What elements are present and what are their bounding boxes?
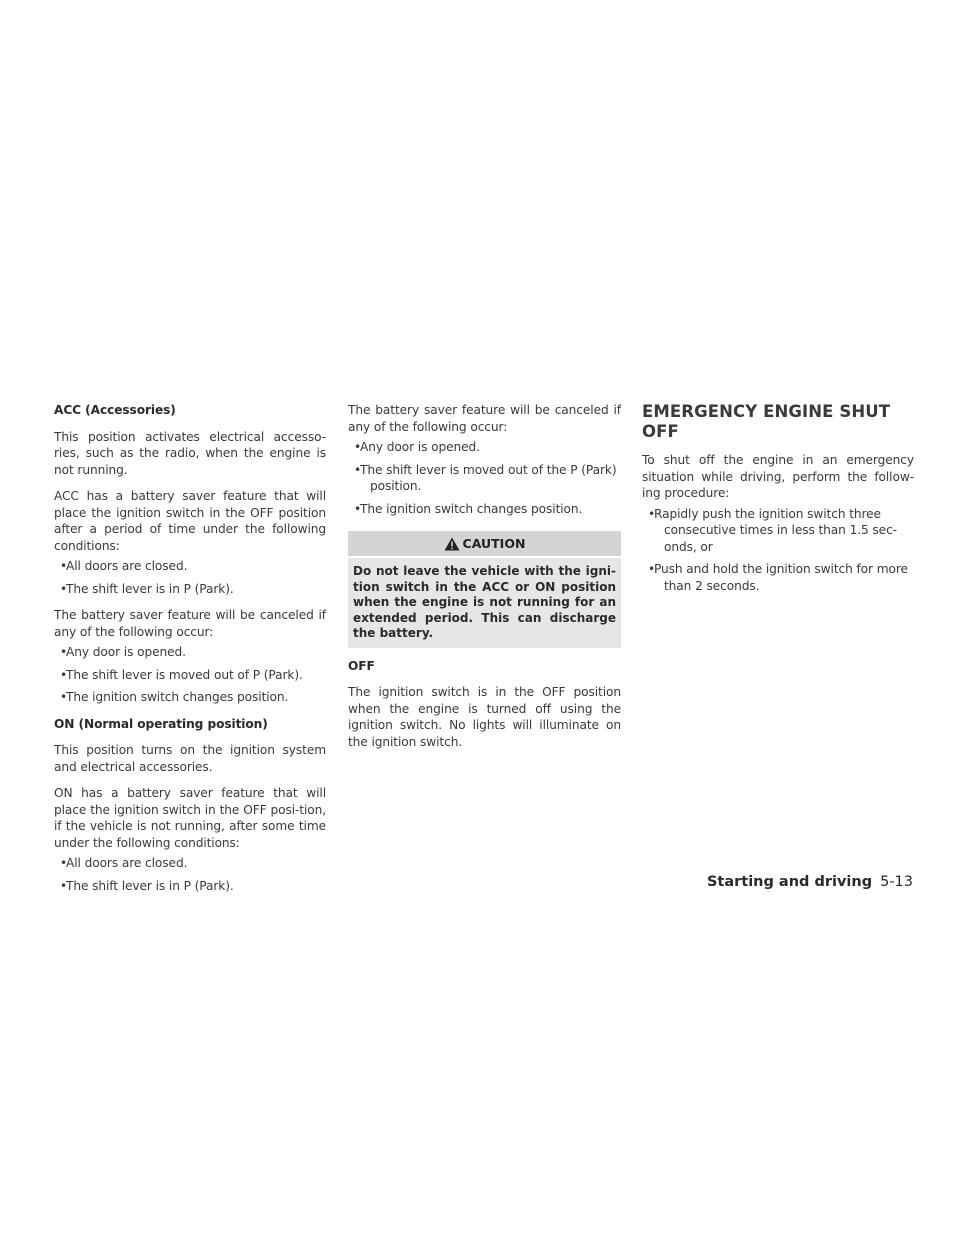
list-item: • All doors are closed.: [54, 855, 326, 872]
column-1: [54, 402, 326, 894]
emergency-steps-list: [642, 506, 914, 595]
caution-title: CAUTION: [462, 536, 526, 551]
emergency-paragraph: To shut off the engine in an emergency situation while driving, perform the follow-ing procedure:: [642, 453, 914, 500]
acc-paragraph-3: The battery saver feature will be canceled if any of the following occur:: [54, 608, 326, 639]
list-item: • Any door is opened.: [348, 439, 621, 456]
list-item: • The shift lever is moved out of the P (Park) position.: [348, 462, 621, 495]
acc-paragraph-2: ACC has a battery saver feature that will place the ignition switch in the OFF position after a period of time under the following conditions:: [54, 489, 326, 553]
footer-section-name: Starting and driving: [706, 874, 873, 890]
cancel-list: [348, 439, 621, 517]
off-heading: OFF: [348, 658, 375, 673]
list-item: • The shift lever is moved out of P (Park).: [54, 667, 326, 684]
list-item: • The shift lever is in P (Park).: [54, 878, 326, 895]
cancel-paragraph: The battery saver feature will be canceled if any of the following occur:: [348, 403, 621, 434]
column-3: [642, 402, 914, 594]
column-2: [348, 402, 621, 750]
list-item: • The ignition switch changes position.: [54, 689, 326, 706]
list-item: • The ignition switch changes position.: [348, 501, 621, 518]
acc-conditions-list: [54, 558, 326, 597]
on-paragraph-2: ON has a battery saver feature that will place the ignition switch in the OFF posi-tion, if the vehicle is not running, after some time under the following conditions:: [54, 786, 326, 850]
list-item: • All doors are closed.: [54, 558, 326, 575]
list-item: • Rapidly push the ignition switch three consecutive times in less than 1.5 sec-onds, or: [642, 506, 914, 556]
on-paragraph-1: This position turns on the ignition system and electrical accessories.: [54, 743, 326, 774]
page-number: 5-13: [880, 874, 913, 890]
list-item: • The shift lever is in P (Park).: [54, 581, 326, 598]
caution-text: Do not leave the vehicle with the igni-tion switch in the ACC or ON position when the engine is not running for an extended period. This can discharge the battery.: [348, 558, 621, 648]
list-item: • Any door is opened.: [54, 644, 326, 661]
caution-header: [348, 531, 621, 556]
on-heading: ON (Normal operating position): [54, 716, 268, 731]
section-title: EMERGENCY ENGINE SHUT OFF: [642, 402, 891, 441]
warning-icon: [444, 537, 460, 551]
acc-heading: ACC (Accessories): [54, 403, 176, 417]
list-item: • Push and hold the ignition switch for more than 2 seconds.: [642, 561, 914, 594]
acc-paragraph-1: This position activates electrical accesso-ries, such as the radio, when the engine is not running.: [54, 429, 326, 477]
acc-cancel-list: [54, 644, 326, 706]
page-footer: [0, 874, 913, 890]
off-paragraph: The ignition switch is in the OFF position when the engine is turned off using the ignition switch. No lights will illuminate on the ignition switch.: [348, 685, 621, 749]
